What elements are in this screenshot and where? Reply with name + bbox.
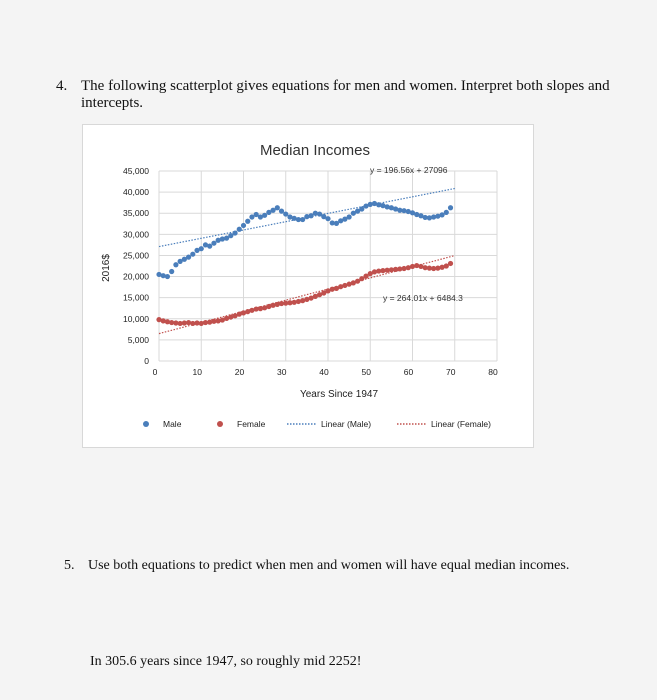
- chart-card: [82, 124, 534, 448]
- legend-linear-male-label: Linear (Male): [321, 419, 372, 429]
- point-male: [325, 216, 330, 221]
- equation-male: y = 196.56x + 27096: [370, 165, 448, 175]
- point-male: [237, 227, 242, 232]
- x-tick-label: 0: [152, 367, 158, 377]
- y-tick-label: 45,000: [123, 166, 149, 176]
- point-male: [359, 206, 364, 211]
- y-tick-label: 20,000: [123, 271, 149, 282]
- x-tick-label: 40: [319, 367, 329, 377]
- y-tick-label: 30,000: [123, 229, 149, 240]
- point-male: [279, 209, 284, 214]
- y-tick-label: 35,000: [123, 208, 149, 219]
- y-tick-label: 25,000: [123, 250, 149, 261]
- y-tick-labels: [123, 166, 149, 366]
- point-male: [448, 205, 453, 210]
- median-incomes-chart: [83, 125, 533, 447]
- point-male: [169, 269, 174, 274]
- point-male: [232, 230, 237, 235]
- x-tick-label: 70: [446, 367, 456, 377]
- point-male: [211, 241, 216, 246]
- point-male: [245, 219, 250, 224]
- y-tick-label: 15,000: [123, 292, 149, 303]
- x-tick-label: 60: [403, 367, 414, 377]
- question-4-number: 4.: [56, 78, 68, 94]
- x-tick-labels: [153, 367, 498, 377]
- chart-title: Median Incomes: [259, 142, 371, 159]
- legend-male-marker: [143, 421, 149, 427]
- x-tick-label: 80: [488, 367, 498, 377]
- chart-legend: [143, 419, 491, 429]
- point-male: [241, 223, 246, 228]
- legend-female-marker: [217, 421, 223, 427]
- equation-female: y = 264.01x + 6484.3: [383, 293, 463, 303]
- point-male: [186, 255, 191, 260]
- y-tick-label: 10,000: [123, 313, 149, 324]
- question-4-text: The following scatterplot gives equations for men and women. Interpret both slopes and intercepts.: [81, 78, 610, 111]
- point-male: [300, 217, 305, 222]
- question-4: [56, 78, 636, 112]
- point-male: [173, 262, 178, 267]
- point-male: [165, 274, 170, 279]
- legend-male-label: Male: [163, 419, 182, 429]
- x-tick-label: 20: [234, 367, 245, 377]
- question-5-number: 5.: [64, 558, 75, 573]
- x-axis-label: Years Since 1947: [299, 389, 379, 400]
- point-male: [190, 252, 195, 257]
- x-tick-label: 30: [277, 367, 287, 377]
- point-female: [448, 261, 453, 266]
- y-tick-label: 0: [144, 356, 149, 366]
- x-tick-label: 10: [192, 367, 202, 377]
- question-5: [64, 558, 634, 574]
- point-male: [444, 210, 449, 215]
- question-5-text: Use both equations to predict when men and women will have equal median incomes.: [88, 558, 570, 573]
- point-male: [207, 244, 212, 249]
- x-tick-label: 50: [361, 367, 371, 377]
- answer-text: In 305.6 years since 1947, so roughly mid 2252!: [90, 654, 362, 669]
- point-male: [275, 205, 280, 210]
- y-axis-label: 2016$: [101, 254, 112, 282]
- y-tick-label: 40,000: [123, 187, 149, 198]
- legend-linear-female-label: Linear (Female): [431, 419, 491, 429]
- y-tick-label: 5,000: [127, 334, 149, 345]
- point-male: [262, 213, 267, 218]
- point-male: [347, 214, 352, 219]
- point-male: [199, 246, 204, 251]
- legend-female-label: Female: [237, 419, 266, 429]
- point-male: [283, 211, 288, 216]
